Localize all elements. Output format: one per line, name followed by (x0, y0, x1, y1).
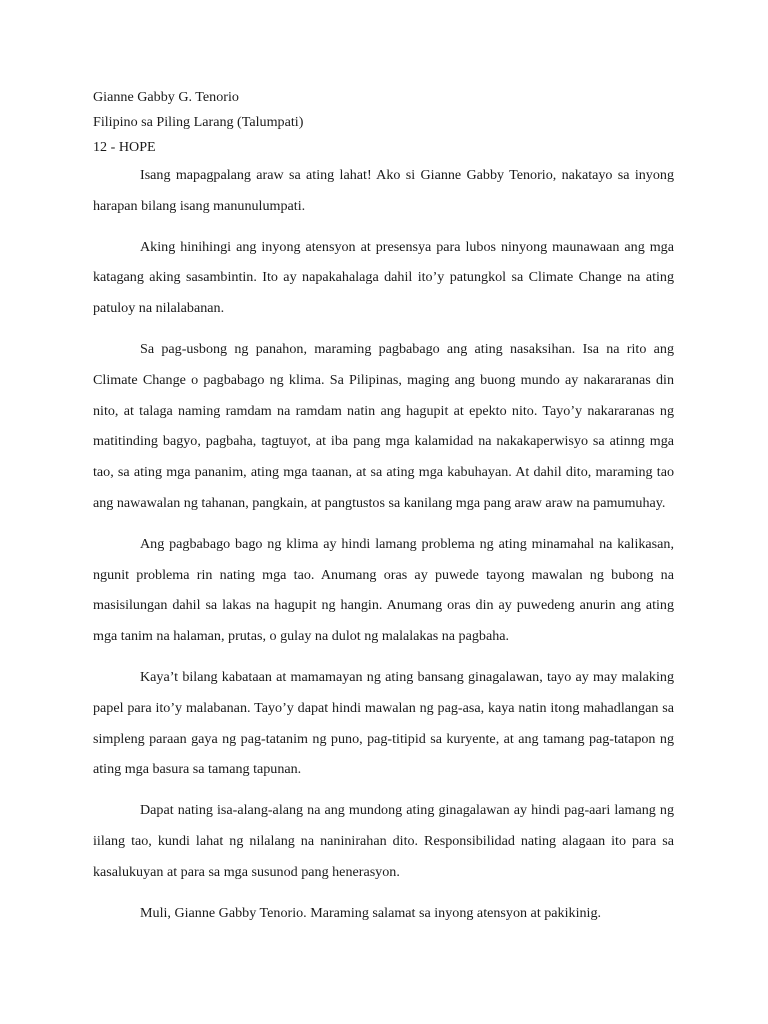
author-name: Gianne Gabby G. Tenorio (93, 89, 239, 105)
paragraph-2: Aking hinihingi ang inyong atensyon at presensya para lubos ninyong maunawaan ang mga katagang aking sasambintin. Ito ay napakahalaga dahil ito’y patungkol sa Climate Change na ating patuloy na nilalabanan. (93, 238, 674, 317)
paragraph-7: Muli, Gianne Gabby Tenorio. Maraming salamat sa inyong atensyon at pakikinig. (140, 904, 602, 921)
paragraph-4: Ang pagbabago bago ng klima ay hindi lamang problema ng ating minamahal na kalikasan, ngunit problema rin nating mga tao. Anumang oras ay puwede tayong mawalan ng bubong na masisilungan dahil sa lakas na hagupit ng hangin. Anumang oras din ay puwedeng anurin ang ating mga tanim na halaman, prutas, o gulay na dulot ng malalakas na pagbaha. (93, 535, 674, 645)
section-line: 12 - HOPE (93, 139, 156, 155)
document-page (93, 85, 674, 938)
paragraph-5: Kaya’t bilang kabataan at mamamayan ng ating bansang ginagalawan, tayo ay may malaking papel para ito’y malabanan. Tayo’y dapat hindi mawalan ng pag-asa, kaya natin itong mahadlangan sa simpleng paraan gaya ng pag-tatanim ng puno, pag-titipid sa kuryente, at ang tamang pag-tatapon ng ating mga basura sa tamang tapunan. (93, 668, 674, 778)
paragraph-1: Isang mapagpalang araw sa ating lahat! Ako si Gianne Gabby Tenorio, nakatayo sa inyong harapan bilang isang manunulumpati. (93, 167, 674, 214)
subject-line: Filipino sa Piling Larang (Talumpati) (93, 114, 304, 130)
paragraph-3: Sa pag-usbong ng panahon, maraming pagbabago ang ating nasaksihan. Isa na rito ang Climate Change o pagbabago ng klima. Sa Pilipinas, maging ang buong mundo ay nakararanas din nito, at talaga naming ramdam na ramdam natin ang hagupit at epekto nito. Tayo’y nakararanas ng matitinding bagyo, pagbaha, tagtuyot, at iba pang mga kalamidad na nakakaperwisyo sa atinng mga tao, sa ating mga pananim, ating mga taanan, at sa ating mga kabuhayan. At dahil dito, maraming tao ang nawawalan ng tahanan, pangkain, at pangtustos sa kanilang mga pang araw araw na pamumuhay. (93, 340, 674, 511)
paragraph-6: Dapat nating isa-alang-alang na ang mundong ating ginagalawan ay hindi pag-aari lamang ng iilang tao, kundi lahat ng nilalang na naninirahan dito. Responsibilidad nating alagaan ito para sa kasalukuyan at para sa mga susunod pang henerasyon. (93, 802, 674, 880)
